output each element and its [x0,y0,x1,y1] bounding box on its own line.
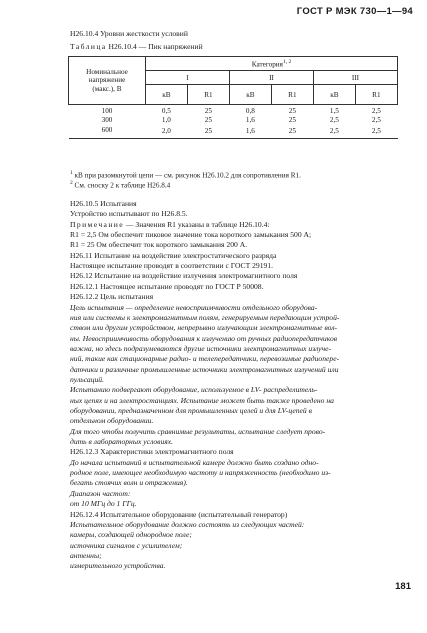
text-line: от 10 МГц до 1 ГГц. [70,499,137,509]
value-cell: 2,5 [313,126,355,139]
text-line: Цель испытания — определение невосприимчивости отдельного оборудова- [70,302,318,312]
value-cell: 0,5 [161,106,171,115]
value-cell: 2,5 [371,116,381,124]
subheader-cell: кВ [313,85,355,105]
text-line: Н26.12 Испытание на воздействие излучения электромагнитного поля [70,271,298,281]
nominal-header-line: (макс.), В [92,84,122,93]
value-cell: 2,5 [329,116,339,124]
page-header: ГОСТ Р МЭК 730—1—94 [296,6,413,17]
footnote-text: См. сноску 2 к таблице Н26.8.4 [74,181,171,190]
category-col: II [229,71,313,85]
table-row [69,107,398,117]
footnote-text: кВ при разомкнутой цепи — см. рисунок Н26.10.2 для сопротивления R1. [74,171,301,180]
text-line: Устройство испытывают по Н26.8.5. [70,209,188,219]
text-line: дить в лабораторных условиях. [70,437,174,446]
table-caption [70,42,203,52]
text-line: важна, но здесь подразумеваются другие источники электромагнитных излуче- [70,343,332,353]
voltage-cell: 100 [101,106,113,115]
text-line: Для того чтобы получить сравнимые результаты, испытание следует прово- [70,426,326,436]
category-header [146,57,398,71]
text-line: R1 = 2,5 Ом обеспечит пиковое значение тока короткого замыкания 500 А; [70,230,312,240]
value-cell: 2,0 [146,126,188,139]
value-cell: 25 [288,116,296,124]
table-caption-text: Н26.10.4 — Пик напряжений [108,42,203,51]
value-cell: 25 [187,126,229,139]
text-line: ний, такие как стационарные радио- и телепередатчики, перевозимые радиопере- [70,354,340,364]
value-cell: 25 [204,116,212,124]
text-line: Н26.12.2 Цель испытания [70,292,154,302]
text-line: Н26.12.4 Испытательное оборудование (испытательный генератор) [70,509,288,519]
text-line: камеры, создающей однородное поле; [70,530,192,540]
category-label: Категория [251,60,283,69]
voltage-cell: 600 [69,126,146,139]
category-col: III [313,71,397,85]
table-row [69,126,398,139]
subheader-cell: кВ [146,85,188,105]
footnote [70,179,170,190]
footnote-mark: 1 [70,170,73,176]
text-line: Н26.11 Испытание на воздействие электростатического разряда [70,250,277,260]
section-title: Н26.10.4 Уровни жесткости условий [70,29,188,38]
value-cell: 25 [204,106,212,115]
text-line: R1 = 25 Ом обеспечит ток короткого замыкания 200 А. [70,240,248,250]
text-line: Н26.10.5 Испытания [70,199,137,208]
subheader-cell: R1 [271,85,313,105]
subheader-cell: кВ [229,85,271,105]
text-line: ных цепях и на электростанциях. Испытание может быть также проведено на [70,395,334,405]
text-line: ния или системы к электромагнитным полям, генерируемым передающим устрой- [70,312,340,322]
voltage-cell: 300 [101,116,113,124]
text-line: Примечание — Значения R1 указаны в таблице Н26.10.4: [70,219,270,229]
text-line: До начала испытаний в испытательной камере должно быть создано одно- [70,457,319,467]
text-line: ны. Невосприимчивость оборудования к излучению от ручных радиопередатчиков [70,333,338,343]
category-footnote-mark: 1, 2 [282,58,292,65]
text-line: датчики и различные промышленные источники электромагнитных излучений или [70,364,339,374]
value-cell: 2,5 [355,126,397,139]
category-col: I [146,71,230,85]
value-cell: 1,6 [245,116,255,124]
text-line: оборудовании, предназначенном для промышленных целей и для LV-цепей в [70,406,312,415]
text-line: ством или другим устройством, непрерывно излучающим электромагнитные вол- [70,323,338,333]
subheader-cell: R1 [187,85,229,105]
text-line: Испытанию подвергают оборудование, используемое в LV- распределитель- [70,385,318,395]
subheader-cell: R1 [355,85,397,105]
text-line: Н26.12.3 Характеристики электромагнитного поля [70,447,234,457]
text-line: пульсаций. [70,374,104,384]
text-line: бегать стоячих волн и отражения). [70,478,188,488]
table-row [69,116,398,126]
value-cell: 25 [288,106,296,115]
text-line: Настоящее испытание проводят в соответствии с ГОСТ 29191. [70,261,274,271]
text-line: родное поле, имеющее необходимую частоту и напряженность (необходимо из- [70,468,331,478]
text-line: антенны; [70,550,102,560]
value-cell: 2,5 [371,106,381,115]
value-cell: 1,6 [229,126,271,139]
text-line: измерительного устройства. [70,561,166,571]
nominal-header-line: напряжение [88,76,126,85]
value-cell: 1,0 [161,116,171,124]
page-number: 181 [395,581,411,592]
text-line: Диапазон частот: [70,488,131,498]
peak-voltage-table [68,56,398,139]
text-line: источника сигналов с усилителем; [70,540,183,550]
text-line: Испытательное оборудование должно состоять из следующих частей: [70,519,305,529]
nominal-voltage-header [69,57,146,105]
value-cell: 1,5 [329,106,339,115]
text-line: отдельном оборудовании. [70,416,154,426]
value-cell: 0,8 [245,106,255,115]
value-cell: 25 [271,126,313,139]
nominal-header-line: Номинальное [86,67,128,76]
footnote-mark: 2 [70,180,73,186]
table-caption-label: Таблица [70,42,107,51]
text-line: Н26.12.1 Настоящее испытание проводят по ГОСТ Р 50008. [70,281,264,291]
